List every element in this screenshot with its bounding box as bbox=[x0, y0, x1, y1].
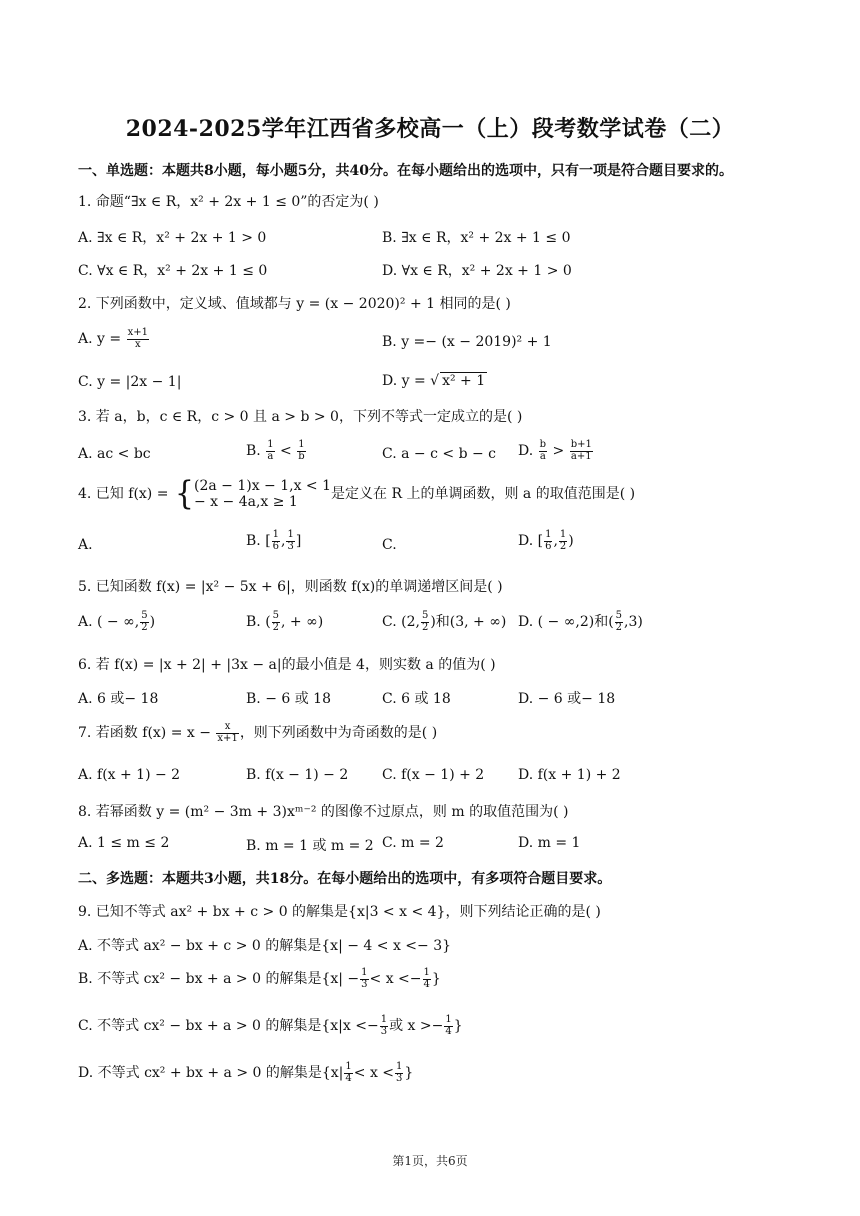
fraction-denominator: x bbox=[134, 338, 141, 350]
sqrt-radicand: x² + 1 bbox=[442, 373, 486, 389]
fraction-numerator: 1 bbox=[380, 1014, 388, 1025]
fraction-numerator: 1 bbox=[423, 967, 430, 978]
fraction-denominator: 2 bbox=[141, 621, 148, 633]
fraction-numerator: 5 bbox=[141, 610, 148, 621]
question-2-option-d bbox=[382, 372, 487, 389]
option-b-suffix: , + ∞) bbox=[281, 614, 324, 630]
piecewise-cases bbox=[194, 478, 331, 510]
fraction bbox=[380, 1015, 388, 1037]
question-2-option-c: C. y = |2x − 1| bbox=[78, 374, 182, 390]
fraction-denominator: 4 bbox=[345, 1072, 352, 1084]
question-2-stem: 2. 下列函数中，定义域、值域都与 y = (x − 2020)² + 1 相同的是( ) bbox=[78, 296, 511, 312]
fraction bbox=[297, 440, 305, 462]
option-d-suffix: } bbox=[404, 1065, 414, 1081]
stem-suffix: ，则下列函数中为奇函数的是( ) bbox=[239, 725, 438, 741]
fraction-denominator: 6 bbox=[545, 540, 552, 552]
relation: < x <− bbox=[369, 971, 422, 987]
fraction bbox=[395, 1062, 403, 1084]
fraction-numerator: 1 bbox=[361, 967, 368, 978]
fraction bbox=[360, 968, 368, 990]
question-7-option-b: B. f(x − 1) − 2 bbox=[246, 767, 349, 783]
fraction-denominator: b bbox=[298, 450, 305, 462]
question-8-option-b: B. m = 1 或 m = 2 bbox=[246, 838, 374, 854]
question-6-option-d: D. − 6 或− 18 bbox=[518, 691, 616, 707]
stem-prefix: 7. 若函数 f(x) = x − bbox=[78, 725, 216, 741]
option-d-prefix: D. [ bbox=[518, 533, 544, 549]
fraction-denominator: 3 bbox=[396, 1072, 403, 1084]
fraction bbox=[559, 530, 567, 552]
option-d-prefix: D. y = bbox=[382, 373, 431, 389]
question-9-option-b bbox=[78, 968, 441, 990]
question-8-option-d: D. m = 1 bbox=[518, 835, 581, 851]
option-a-prefix: A. y = bbox=[78, 331, 126, 347]
option-d-suffix: ,3) bbox=[624, 614, 643, 630]
option-b-prefix: B. 不等式 cx² − bx + a > 0 的解集是{x| − bbox=[78, 971, 360, 987]
question-5-option-d bbox=[518, 611, 643, 633]
fraction-denominator: 2 bbox=[421, 621, 429, 633]
fraction bbox=[615, 611, 623, 633]
option-c-suffix: )和(3, + ∞) bbox=[430, 614, 507, 630]
question-9-stem: 9. 已知不等式 ax² + bx + c > 0 的解集是{x|3 < x < 4}，则下列结论正确的是( ) bbox=[78, 904, 601, 920]
question-4-option-b bbox=[246, 530, 301, 552]
fraction-denominator: 3 bbox=[287, 540, 294, 552]
question-5-stem: 5. 已知函数 f(x) = |x² − 5x + 6|，则函数 f(x)的单调递增区间是( ) bbox=[78, 579, 503, 595]
fraction-denominator: 4 bbox=[445, 1025, 452, 1037]
stem-prefix: 4. 已知 f(x) = bbox=[78, 486, 173, 502]
fraction-denominator: 6 bbox=[272, 540, 280, 552]
fraction-numerator: 5 bbox=[615, 610, 623, 621]
fraction-numerator: 5 bbox=[421, 610, 429, 621]
page-footer: 第1页，共6页 bbox=[392, 1154, 468, 1168]
fraction bbox=[344, 1062, 352, 1084]
fraction-numerator: 1 bbox=[559, 529, 567, 540]
question-5-option-a bbox=[78, 611, 155, 633]
question-6-option-c: C. 6 或 18 bbox=[382, 691, 451, 707]
question-1-option-b: B. ∃x ∈ R，x² + 2x + 1 ≤ 0 bbox=[382, 230, 571, 246]
fraction-denominator: x+1 bbox=[217, 732, 238, 744]
question-3-stem: 3. 若 a，b，c ∈ R，c > 0 且 a > b > 0，下列不等式一定成立的是( ) bbox=[78, 409, 523, 425]
fraction-numerator: 1 bbox=[445, 1014, 452, 1025]
option-b-prefix: B. [ bbox=[246, 533, 271, 549]
stem-suffix: 是定义在 R 上的单调函数，则 a 的取值范围是( ) bbox=[331, 486, 636, 502]
option-c-suffix: } bbox=[453, 1018, 463, 1034]
question-6-option-b: B. − 6 或 18 bbox=[246, 691, 331, 707]
question-9-option-a: A. 不等式 ax² − bx + c > 0 的解集是{x| − 4 < x <− 3} bbox=[78, 938, 452, 954]
question-1-stem: 1. 命题“∃x ∈ R，x² + 2x + 1 ≤ 0”的否定为( ) bbox=[78, 194, 379, 210]
relation: > bbox=[548, 443, 569, 459]
option-d-prefix: D. ( − ∞,2)和( bbox=[518, 614, 614, 630]
fraction bbox=[272, 611, 280, 633]
piecewise-case-1: (2a − 1)x − 1,x < 1 bbox=[193, 478, 332, 494]
fraction bbox=[216, 722, 238, 744]
question-4-option-a: A. bbox=[78, 537, 93, 553]
fraction-numerator: x bbox=[216, 722, 238, 734]
fraction-denominator: 2 bbox=[559, 540, 567, 552]
fraction-denominator: a+1 bbox=[570, 450, 592, 462]
question-3-option-b bbox=[246, 440, 307, 462]
relation: 或 x >− bbox=[389, 1018, 444, 1034]
fraction bbox=[421, 611, 429, 633]
question-5-option-c bbox=[382, 611, 506, 633]
fraction bbox=[127, 328, 149, 350]
relation: < x < bbox=[353, 1065, 395, 1081]
fraction bbox=[423, 968, 431, 990]
option-b-prefix: B. bbox=[246, 443, 266, 459]
question-7-option-d: D. f(x + 1) + 2 bbox=[518, 767, 621, 783]
option-b-prefix: B. ( bbox=[246, 614, 271, 630]
question-9-option-d bbox=[78, 1062, 413, 1084]
separator: , bbox=[281, 533, 286, 549]
fraction-numerator: 1 bbox=[298, 439, 305, 450]
fraction bbox=[272, 530, 280, 552]
question-6-option-a: A. 6 或− 18 bbox=[78, 691, 159, 707]
section-heading-multiple-choice: 二、多选题：本题共3小题，共18分。在每小题给出的选项中，有多项符合题目要求。 bbox=[78, 871, 612, 887]
question-4-stem bbox=[78, 474, 636, 513]
option-c-prefix: C. 不等式 cx² − bx + a > 0 的解集是{x|x <− bbox=[78, 1018, 379, 1034]
question-1-option-c: C. ∀x ∈ R，x² + 2x + 1 ≤ 0 bbox=[78, 263, 268, 279]
separator: , bbox=[553, 533, 558, 549]
question-2-option-a bbox=[78, 328, 150, 350]
question-4-option-c: C. bbox=[382, 537, 397, 553]
question-7-option-c: C. f(x − 1) + 2 bbox=[382, 767, 485, 783]
relation: < bbox=[275, 443, 297, 459]
question-8-option-c: C. m = 2 bbox=[382, 835, 444, 851]
fraction-numerator: 1 bbox=[345, 1061, 352, 1072]
fraction-numerator: 1 bbox=[272, 529, 280, 540]
fraction bbox=[266, 440, 274, 462]
piecewise-function bbox=[174, 474, 332, 513]
question-3-option-a: A. ac < bc bbox=[78, 446, 151, 462]
question-6-stem: 6. 若 f(x) = |x + 2| + |3x − a|的最小值是 4，则实数 a 的值为( ) bbox=[78, 657, 496, 673]
fraction-denominator: a bbox=[267, 450, 274, 462]
option-a-suffix: ) bbox=[149, 614, 156, 630]
bracket: ) bbox=[568, 533, 574, 549]
fraction-numerator: x+1 bbox=[127, 327, 148, 338]
question-2-option-b: B. y =− (x − 2019)² + 1 bbox=[382, 334, 552, 350]
fraction-numerator: 1 bbox=[545, 529, 552, 540]
piecewise-case-2: − x − 4a,x ≥ 1 bbox=[193, 494, 298, 510]
fraction bbox=[444, 1015, 452, 1037]
fraction bbox=[544, 530, 552, 552]
option-c-prefix: C. (2, bbox=[382, 614, 420, 630]
fraction-denominator: a bbox=[539, 450, 546, 462]
question-7-stem bbox=[78, 722, 437, 744]
option-d-prefix: D. bbox=[518, 443, 538, 459]
option-a-prefix: A. ( − ∞, bbox=[78, 614, 140, 630]
fraction bbox=[286, 530, 294, 552]
question-7-option-a: A. f(x + 1) − 2 bbox=[78, 767, 181, 783]
fraction-denominator: 2 bbox=[615, 621, 623, 633]
fraction-denominator: 4 bbox=[423, 978, 430, 990]
option-b-suffix: } bbox=[431, 971, 441, 987]
question-5-option-b bbox=[246, 611, 323, 633]
option-d-prefix: D. 不等式 cx² + bx + a > 0 的解集是{x| bbox=[78, 1065, 344, 1081]
question-1-option-a: A. ∃x ∈ R，x² + 2x + 1 > 0 bbox=[78, 230, 267, 246]
fraction bbox=[539, 440, 547, 462]
fraction-numerator: 1 bbox=[396, 1061, 403, 1072]
question-3-option-d bbox=[518, 440, 594, 462]
left-brace: { bbox=[174, 474, 194, 513]
question-8-stem: 8. 若幂函数 y = (m² − 3m + 3)xᵐ⁻² 的图像不过原点，则 m 的取值范围为( ) bbox=[78, 804, 569, 820]
fraction-denominator: 3 bbox=[380, 1025, 388, 1037]
fraction-numerator: 1 bbox=[287, 529, 294, 540]
question-9-option-c bbox=[78, 1015, 463, 1037]
fraction-numerator: 5 bbox=[272, 610, 280, 621]
page-title: 2024-2025学年江西省多校高一（上）段考数学试卷（二） bbox=[125, 116, 735, 142]
fraction bbox=[140, 611, 148, 633]
fraction-numerator: b+1 bbox=[570, 439, 592, 450]
question-4-option-d bbox=[518, 530, 574, 552]
section-heading-single-choice: 一、单选题：本题共8小题，每小题5分，共40分。在每小题给出的选项中，只有一项是符合题目要求的。 bbox=[78, 163, 733, 179]
fraction-denominator: 2 bbox=[272, 621, 280, 633]
question-3-option-c: C. a − c < b − c bbox=[382, 446, 496, 462]
fraction-numerator: 1 bbox=[267, 439, 274, 450]
bracket: ] bbox=[295, 533, 302, 549]
question-8-option-a: A. 1 ≤ m ≤ 2 bbox=[78, 835, 170, 851]
fraction-numerator: b bbox=[539, 439, 547, 450]
question-1-option-d: D. ∀x ∈ R，x² + 2x + 1 > 0 bbox=[382, 263, 572, 279]
fraction bbox=[570, 440, 593, 462]
sqrt-symbol: √ bbox=[430, 373, 440, 389]
fraction-denominator: 3 bbox=[361, 978, 368, 990]
